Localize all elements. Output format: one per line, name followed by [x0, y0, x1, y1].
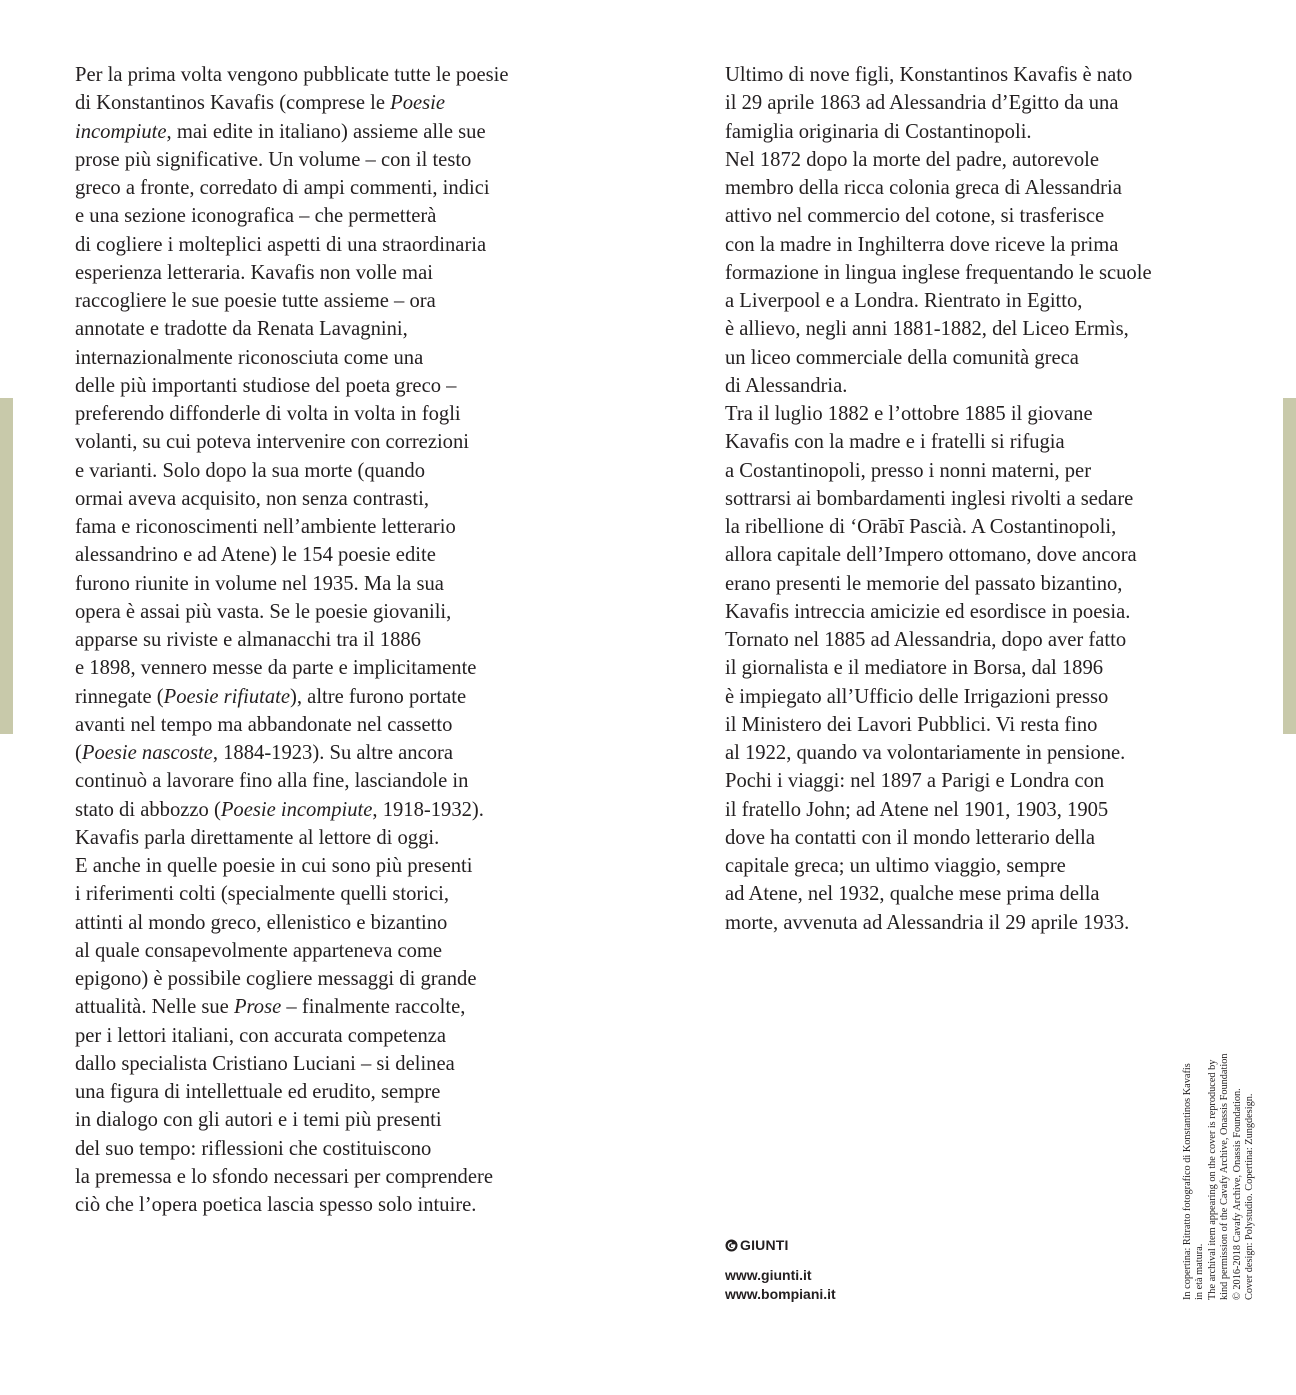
- text-segment: di Konstantinos Kavafis (comprese le: [75, 92, 391, 115]
- text-segment: ad Atene, nel 1932, qualche mese prima della: [725, 883, 1100, 906]
- text-line: [725, 259, 1152, 287]
- text-line: [725, 711, 1152, 739]
- text-segment: di Alessandria.: [725, 374, 848, 397]
- text-segment: al 1922, quando va volontariamente in pensione.: [725, 742, 1126, 764]
- italic-title-text: Poesie: [390, 92, 446, 115]
- link-giunti[interactable]: www.giunti.it: [725, 1267, 812, 1283]
- text-line: [75, 852, 508, 880]
- text-segment: di cogliere i molteplici aspetti di una straordinaria: [75, 233, 487, 256]
- text-segment: sottrarsi ai bombardamenti inglesi rivolti a sedare: [725, 487, 1134, 510]
- text-segment: ormai aveva acquisito, non senza contrasti,: [75, 487, 429, 510]
- italic-title-text: Poesie incompiute: [220, 798, 373, 821]
- text-segment: , 1918-1932).: [372, 798, 484, 821]
- italic-title-text: incompiute: [75, 120, 167, 143]
- text-segment: Nel 1872 dopo la morte del padre, autorevole: [725, 148, 1099, 171]
- text-segment: e una sezione iconografica – che permetterà: [75, 205, 437, 228]
- right-text-column: [725, 61, 1152, 937]
- publisher-logo: [725, 1236, 836, 1254]
- text-segment: a Liverpool e a Londra. Rientrato in Egitto,: [725, 290, 1083, 312]
- text-segment: (: [75, 742, 82, 764]
- text-segment: un liceo commerciale della comunità greca: [725, 346, 1079, 369]
- text-line: [75, 598, 508, 626]
- text-line: [75, 909, 508, 937]
- left-text-column: [75, 61, 508, 1219]
- text-line: [75, 259, 508, 287]
- text-segment: in dialogo con gli autori e i temi più presenti: [75, 1109, 442, 1132]
- text-segment: dove ha contatti con il mondo letterario della: [725, 826, 1095, 849]
- text-segment: greco a fronte, corredato di ampi commenti, indici: [75, 177, 490, 199]
- publisher-logo-text: GIUNTI: [740, 1237, 789, 1253]
- publisher-links: [725, 1266, 836, 1304]
- text-line: [75, 400, 508, 428]
- text-line: [725, 739, 1152, 767]
- text-segment: il 29 aprile 1863 ad Alessandria d’Egitto da una: [725, 92, 1119, 115]
- text-line: [725, 654, 1152, 682]
- text-line: [75, 654, 508, 682]
- text-line: [725, 61, 1152, 89]
- text-segment: opera è assai più vasta. Se le poesie giovanili,: [75, 600, 452, 623]
- text-segment: con la madre in Inghilterra dove riceve la prima: [725, 233, 1119, 256]
- text-line: [725, 824, 1152, 852]
- text-line: [75, 626, 508, 654]
- text-line: [725, 174, 1152, 202]
- credit-line: Cover design: Polystudio. Copertina: Zungdesign.: [1244, 1093, 1256, 1300]
- text-segment: Kavafis intreccia amicizie ed esordisce in poesia.: [725, 600, 1131, 623]
- italic-title-text: Poesie rifiutate: [163, 685, 291, 708]
- text-segment: dallo specialista Cristiano Luciani – si delinea: [75, 1052, 455, 1075]
- text-segment: il fratello John; ad Atene nel 1901, 1903, 1905: [725, 798, 1109, 821]
- text-line: [75, 428, 508, 456]
- text-line: [725, 880, 1152, 908]
- text-line: [725, 909, 1152, 937]
- text-segment: e 1898, vennero messe da parte e implicitamente: [75, 657, 477, 680]
- text-line: [725, 796, 1152, 824]
- text-segment: fama e riconoscimenti nell’ambiente letterario: [75, 516, 456, 538]
- credit-line: In copertina: Ritratto fotografico di Konstantinos Kavafis: [1182, 1063, 1193, 1300]
- text-segment: volanti, su cui poteva intervenire con correzioni: [75, 431, 469, 454]
- text-line: [75, 965, 508, 993]
- text-line: [75, 993, 508, 1021]
- text-segment: erano presenti le memorie del passato bizantino,: [725, 572, 1123, 595]
- text-segment: rinnegate (: [75, 685, 164, 708]
- text-line: [75, 174, 508, 202]
- text-line: [75, 1050, 508, 1078]
- text-line: [725, 767, 1152, 795]
- text-segment: E anche in quelle poesie in cui sono più presenti: [75, 855, 473, 877]
- text-line: [75, 287, 508, 315]
- text-segment: , 1884-1923). Su altre ancora: [212, 742, 454, 764]
- text-line: [725, 485, 1152, 513]
- text-line: [725, 118, 1152, 146]
- text-line: [725, 372, 1152, 400]
- text-line: [725, 231, 1152, 259]
- text-segment: al quale consapevolmente apparteneva come: [75, 939, 443, 962]
- text-line: [75, 711, 508, 739]
- text-line: [725, 541, 1152, 569]
- text-line: [725, 626, 1152, 654]
- text-line: [725, 428, 1152, 456]
- text-segment: attivo nel commercio del cotone, si trasferisce: [725, 205, 1105, 228]
- text-line: [75, 1022, 508, 1050]
- credit-line: © 2016-2018 Cavafy Archive, Onassis Foundation.: [1231, 1088, 1243, 1300]
- text-line: [725, 513, 1152, 541]
- text-line: [75, 739, 508, 767]
- text-line: [725, 344, 1152, 372]
- text-segment: allora capitale dell’Impero ottomano, dove ancora: [725, 544, 1137, 567]
- italic-title-text: Poesie nascoste: [81, 742, 213, 764]
- text-segment: per i lettori italiani, con accurata competenza: [75, 1024, 447, 1047]
- text-line: [75, 541, 508, 569]
- text-segment: raccogliere le sue poesie tutte assieme – ora: [75, 290, 436, 312]
- text-line: [75, 315, 508, 343]
- text-segment: internazionalmente riconosciuta come una: [75, 346, 424, 369]
- text-segment: continuò a lavorare fino alla fine, lasciandole in: [75, 770, 469, 793]
- text-line: [75, 485, 508, 513]
- text-line: [725, 287, 1152, 315]
- text-line: [75, 824, 508, 852]
- text-segment: è impiegato all’Ufficio delle Irrigazioni presso: [725, 685, 1109, 708]
- text-line: [725, 146, 1152, 174]
- text-segment: avanti nel tempo ma abbandonate nel cassetto: [75, 713, 453, 736]
- text-line: [75, 146, 508, 174]
- text-line: [75, 344, 508, 372]
- cover-credits: [1182, 1010, 1256, 1300]
- text-segment: formazione in lingua inglese frequentando le scuole: [725, 261, 1152, 284]
- text-segment: Tornato nel 1885 ad Alessandria, dopo aver fatto: [725, 629, 1127, 651]
- italic-title-text: Prose: [233, 996, 282, 1019]
- text-segment: stato di abbozzo (: [75, 798, 221, 821]
- credit-line: The archival item appearing on the cover is reproduced by: [1206, 1059, 1218, 1300]
- text-line: [75, 1163, 508, 1191]
- text-line: [75, 796, 508, 824]
- text-segment: ciò che l’opera poetica lascia spesso solo intuire.: [75, 1194, 477, 1216]
- text-segment: Tra il luglio 1882 e l’ottobre 1885 il giovane: [725, 403, 1093, 425]
- text-segment: , mai edite in italiano) assieme alle sue: [166, 120, 486, 143]
- text-line: [75, 231, 508, 259]
- text-line: [75, 570, 508, 598]
- publisher-block: [725, 1236, 836, 1304]
- text-segment: furono riunite in volume nel 1935. Ma la sua: [75, 572, 444, 595]
- left-edge-bar: [0, 398, 13, 734]
- text-line: [75, 118, 508, 146]
- text-line: [75, 513, 508, 541]
- text-segment: ), altre furono portate: [290, 685, 467, 708]
- text-line: [75, 89, 508, 117]
- text-segment: famiglia originaria di Costantinopoli.: [725, 120, 1032, 143]
- text-segment: e varianti. Solo dopo la sua morte (quando: [75, 459, 426, 482]
- text-line: [725, 683, 1152, 711]
- text-line: [725, 89, 1152, 117]
- text-line: [75, 1078, 508, 1106]
- text-segment: la ribellione di ‘Orābī Pascià. A Costantinopoli,: [725, 516, 1117, 538]
- text-line: [75, 457, 508, 485]
- text-line: [75, 767, 508, 795]
- text-line: [75, 937, 508, 965]
- text-line: [725, 315, 1152, 343]
- text-line: [75, 1191, 508, 1219]
- credit-line: kind permission of the Cavafy Archive, Onassis Foundation: [1219, 1053, 1231, 1300]
- text-segment: a Costantinopoli, presso i nonni materni, per: [725, 459, 1092, 482]
- text-line: [725, 400, 1152, 428]
- text-line: [75, 372, 508, 400]
- text-segment: morte, avvenuta ad Alessandria il 29 aprile 1933.: [725, 911, 1130, 934]
- text-segment: la premessa e lo sfondo necessari per comprendere: [75, 1165, 493, 1188]
- text-segment: una figura di intellettuale ed erudito, sempre: [75, 1081, 441, 1103]
- giunti-logo-icon: [725, 1239, 738, 1252]
- link-bompiani[interactable]: www.bompiani.it: [725, 1286, 836, 1302]
- text-segment: Per la prima volta vengono pubblicate tutte le poesie: [75, 64, 509, 86]
- right-edge-bar: [1283, 398, 1296, 734]
- text-segment: prose più significative. Un volume – con il testo: [75, 148, 472, 171]
- text-line: [75, 683, 508, 711]
- text-segment: Kavafis parla direttamente al lettore di oggi.: [75, 826, 440, 849]
- text-segment: è allievo, negli anni 1881-1882, del Liceo Ermìs,: [725, 318, 1129, 341]
- text-segment: il Ministero dei Lavori Pubblici. Vi resta fino: [725, 713, 1098, 736]
- text-segment: epigono) è possibile cogliere messaggi di grande: [75, 968, 477, 990]
- text-segment: delle più importanti studiose del poeta greco –: [75, 374, 457, 397]
- text-line: [75, 1106, 508, 1134]
- text-line: [725, 598, 1152, 626]
- text-line: [75, 202, 508, 230]
- text-line: [725, 457, 1152, 485]
- text-segment: attinti al mondo greco, ellenistico e bizantino: [75, 911, 448, 934]
- text-segment: annotate e tradotte da Renata Lavagnini,: [75, 318, 408, 341]
- text-segment: attualità. Nelle sue: [75, 996, 234, 1019]
- credit-line: in età matura.: [1194, 1243, 1206, 1300]
- text-segment: i riferimenti colti (specialmente quelli storici,: [75, 883, 449, 906]
- text-segment: – finalmente raccolte,: [281, 996, 466, 1019]
- text-segment: Pochi i viaggi: nel 1897 a Parigi e Londra con: [725, 770, 1105, 793]
- text-line: [725, 570, 1152, 598]
- text-segment: apparse su riviste e almanacchi tra il 1886: [75, 629, 421, 651]
- text-line: [725, 202, 1152, 230]
- text-segment: membro della ricca colonia greca di Alessandria: [725, 177, 1122, 199]
- text-segment: Kavafis con la madre e i fratelli si rifugia: [725, 431, 1065, 454]
- text-segment: il giornalista e il mediatore in Borsa, dal 1896: [725, 657, 1104, 680]
- text-segment: esperienza letteraria. Kavafis non volle mai: [75, 261, 433, 284]
- text-line: [75, 61, 508, 89]
- text-segment: Ultimo di nove figli, Konstantinos Kavafis è nato: [725, 64, 1133, 86]
- text-line: [75, 1135, 508, 1163]
- text-segment: alessandrino e ad Atene) le 154 poesie edite: [75, 544, 436, 567]
- text-line: [725, 852, 1152, 880]
- text-segment: del suo tempo: riflessioni che costituiscono: [75, 1137, 432, 1160]
- text-line: [75, 880, 508, 908]
- text-segment: preferendo diffonderle di volta in volta in fogli: [75, 403, 461, 425]
- text-segment: capitale greca; un ultimo viaggio, sempre: [725, 855, 1066, 877]
